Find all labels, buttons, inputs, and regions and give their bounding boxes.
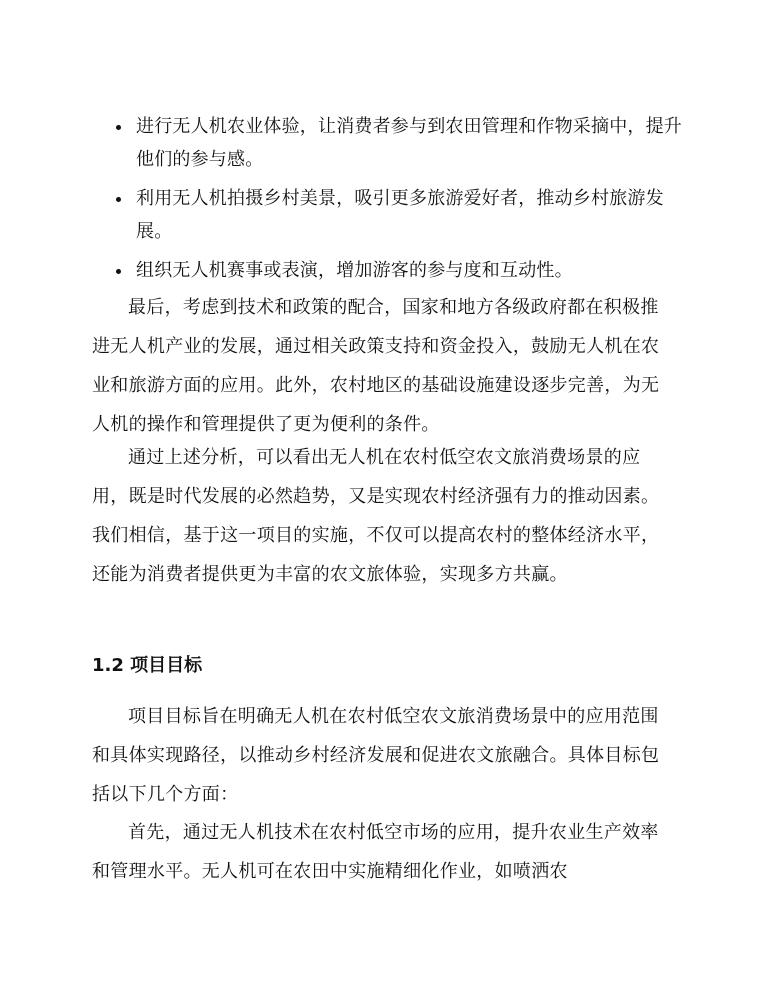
bullet-item: 组织无人机赛事或表演，增加游客的参与度和互动性。 <box>92 254 682 287</box>
paragraph-first-goal: 首先，通过无人机技术在农村低空市场的应用，提升农业生产效率和管理水平。无人机可在农田中实施精细化作业，如喷洒农 <box>92 822 659 882</box>
section-heading: 1.2 项目目标 <box>92 655 203 676</box>
bullet-list <box>92 110 682 293</box>
bullet-item: 利用无人机拍摄乡村美景，吸引更多旅游爱好者，推动乡村旅游发展。 <box>92 182 682 248</box>
paragraph-analysis-summary: 通过上述分析，可以看出无人机在农村低空农文旅消费场景的应用，既是时代发展的必然趋势，又是实现农村经济强有力的推动因素。我们相信，基于这一项目的实施，不仅可以提高农村的整体经济水平，还能为消费者提供更为丰富的农文旅体验，实现多方共赢。 <box>92 447 660 585</box>
paragraph-project-goals: 项目目标旨在明确无人机在农村低空农文旅消费场景中的应用范围和具体实现路径，以推动乡村经济发展和促进农文旅融合。具体目标包括以下几个方面： <box>92 706 660 805</box>
bullet-item: 进行无人机农业体验，让消费者参与到农田管理和作物采摘中，提升他们的参与感。 <box>92 110 682 176</box>
paragraph-policy-support: 最后，考虑到技术和政策的配合，国家和地方各级政府都在积极推进无人机产业的发展，通过相关政策支持和资金投入，鼓励无人机在农业和旅游方面的应用。此外，农村地区的基础设施建设逐步完善，为无人机的操作和管理提供了更为便利的条件。 <box>92 297 660 435</box>
